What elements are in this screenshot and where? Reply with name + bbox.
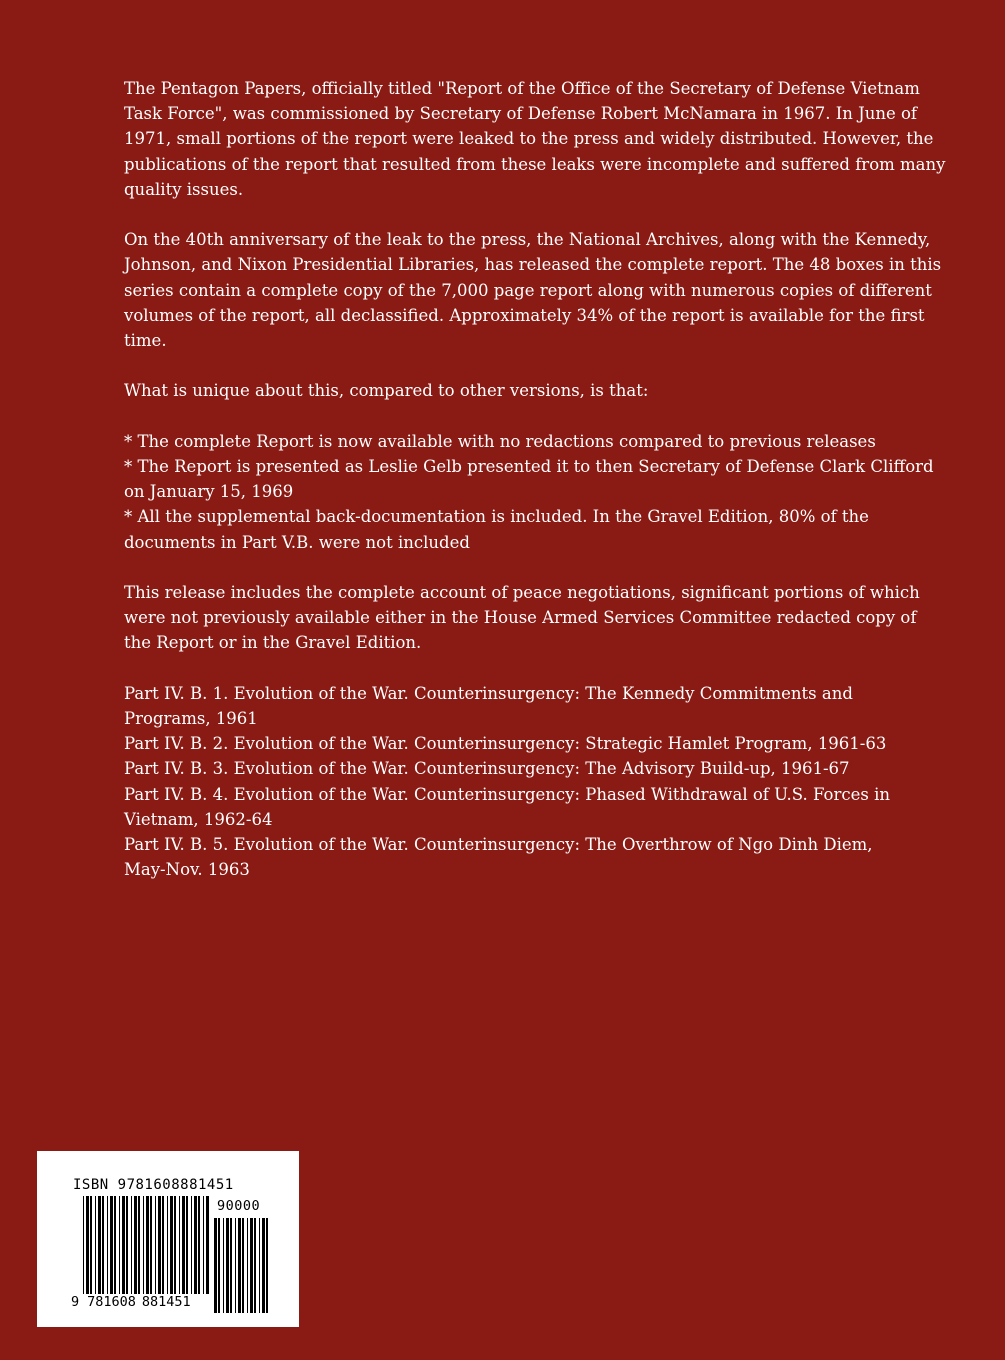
barcode-bar [150, 1196, 152, 1294]
bullet-list [124, 429, 934, 555]
text-line: This release includes the complete account of peace negotiations, significant portions of which [124, 583, 920, 602]
barcode-group-2: 881451 [141, 1294, 191, 1310]
barcode-bar [262, 1218, 265, 1313]
barcode-bar [179, 1196, 180, 1294]
paragraph-negotiations [124, 580, 924, 656]
contents-item: Part IV. B. 5. Evolution of the War. Counterinsurgency: The Overthrow of Ngo Dinh Diem, [124, 835, 873, 855]
barcode-bar [250, 1218, 253, 1313]
barcode-bar [259, 1218, 260, 1313]
barcode-bar [206, 1196, 209, 1294]
barcode-bar [83, 1196, 84, 1294]
barcode-bar [158, 1196, 161, 1294]
text-line: volumes of the report, all declassified. Approximately 34% of the report is available for the first [124, 305, 925, 325]
text-line: series contain a complete copy of the 7,000 page report along with numerous copies of different [124, 280, 932, 300]
barcode-bar [194, 1196, 197, 1294]
barcode-bar [254, 1218, 256, 1313]
barcode-bar [238, 1218, 241, 1313]
barcode-group-1: 781608 [87, 1294, 136, 1310]
contents-item: Programs, 1961 [124, 709, 258, 728]
text-line: Task Force", was commissioned by Secretary of Defense Robert McNamara in 1967. In June of [124, 104, 917, 124]
barcode-bar [114, 1196, 116, 1294]
barcode-bar [167, 1196, 168, 1294]
text-line: quality issues. [124, 179, 244, 199]
barcode-bar [131, 1196, 132, 1294]
barcode-bar [146, 1196, 149, 1294]
contents-item: Part IV. B. 1. Evolution of the War. Counterinsurgency: The Kennedy Commitments and [124, 683, 853, 703]
barcode-bar [174, 1196, 176, 1294]
barcode-lead-digit: 9 [71, 1294, 80, 1310]
contents-item: Part IV. B. 4. Evolution of the War. Counterinsurgency: Phased Withdrawal of U.S. Forces in [124, 784, 890, 804]
text-line: time. [124, 331, 167, 351]
contents-list [124, 681, 924, 883]
contents-item: Part IV. B. 2. Evolution of the War. Counterinsurgency: Strategic Hamlet Program, 1961-63 [124, 734, 887, 754]
contents-item: May-Nov. 1963 [124, 860, 250, 880]
barcode-bar [226, 1218, 229, 1313]
barcode-bar [170, 1196, 173, 1294]
barcode-bar [107, 1196, 108, 1294]
text-line: Johnson, and Nixon Presidential Libraries, has released the complete report. The 48 boxes in this [124, 255, 942, 275]
text-line: were not previously available either in the House Armed Services Committee redacted copy of [124, 608, 917, 628]
barcode-bar [119, 1196, 120, 1294]
text-line: What is unique about this, compared to other versions, is that: [124, 381, 649, 401]
barcode-bar [102, 1196, 104, 1294]
text-line: On the 40th anniversary of the leak to the press, the National Archives, along with the Kennedy, [124, 230, 931, 250]
barcode-bar [138, 1196, 140, 1294]
list-item: * The complete Report is now available with no redactions compared to previous releases [124, 431, 876, 451]
barcode-bar [218, 1218, 220, 1313]
barcode-bar [186, 1196, 188, 1294]
barcode-bar [86, 1196, 89, 1294]
list-item: * All the supplemental back-documentation is included. In the Gravel Edition, 80% of the [124, 507, 869, 527]
barcode-bar [235, 1218, 236, 1313]
barcode-bar [126, 1196, 128, 1294]
paragraph-release [124, 227, 942, 353]
barcode-bar [110, 1196, 113, 1294]
paragraph-intro [124, 76, 946, 202]
barcode-bar [203, 1196, 204, 1294]
barcode-bar [182, 1196, 185, 1294]
paragraph-unique [124, 378, 924, 403]
list-item: on January 15, 1969 [124, 482, 294, 502]
barcode-bar [247, 1218, 248, 1313]
barcode-bar [155, 1196, 156, 1294]
text-line: 1971, small portions of the report were leaked to the press and widely distributed. However, the [124, 129, 934, 149]
list-item: documents in Part V.B. were not included [124, 532, 470, 552]
isbn-label: ISBN 9781608881451 [73, 1177, 234, 1193]
barcode-bar [98, 1196, 101, 1294]
contents-item: Part IV. B. 3. Evolution of the War. Counterinsurgency: The Advisory Build-up, 1961-67 [124, 759, 850, 779]
barcode-digits [71, 1294, 191, 1310]
barcode-bar [266, 1218, 268, 1313]
barcode-bar [122, 1196, 125, 1294]
barcode-bar [162, 1196, 164, 1294]
barcode-bar [90, 1196, 92, 1294]
barcode-bar [214, 1218, 217, 1313]
text-line: publications of the report that resulted from these leaks were incomplete and suffered from many [124, 154, 946, 174]
barcode-bar [242, 1218, 244, 1313]
barcode-bar [134, 1196, 137, 1294]
barcode-bar [191, 1196, 192, 1294]
contents-item: Vietnam, 1962-64 [124, 809, 273, 829]
addon-digits: 90000 [217, 1198, 261, 1214]
isbn-barcode-box [37, 1151, 299, 1327]
back-cover-text [124, 76, 946, 908]
barcode-bar [143, 1196, 144, 1294]
barcode-bar [198, 1196, 200, 1294]
barcode-bar [230, 1218, 232, 1313]
barcode-bar [95, 1196, 96, 1294]
text-line: The Pentagon Papers, officially titled "Report of the Office of the Secretary of Defense Vietnam [124, 79, 920, 98]
list-item: * The Report is presented as Leslie Gelb presented it to then Secretary of Defense Clark Clifford [124, 457, 934, 476]
text-line: the Report or in the Gravel Edition. [124, 633, 422, 653]
barcode-bar [223, 1218, 224, 1313]
